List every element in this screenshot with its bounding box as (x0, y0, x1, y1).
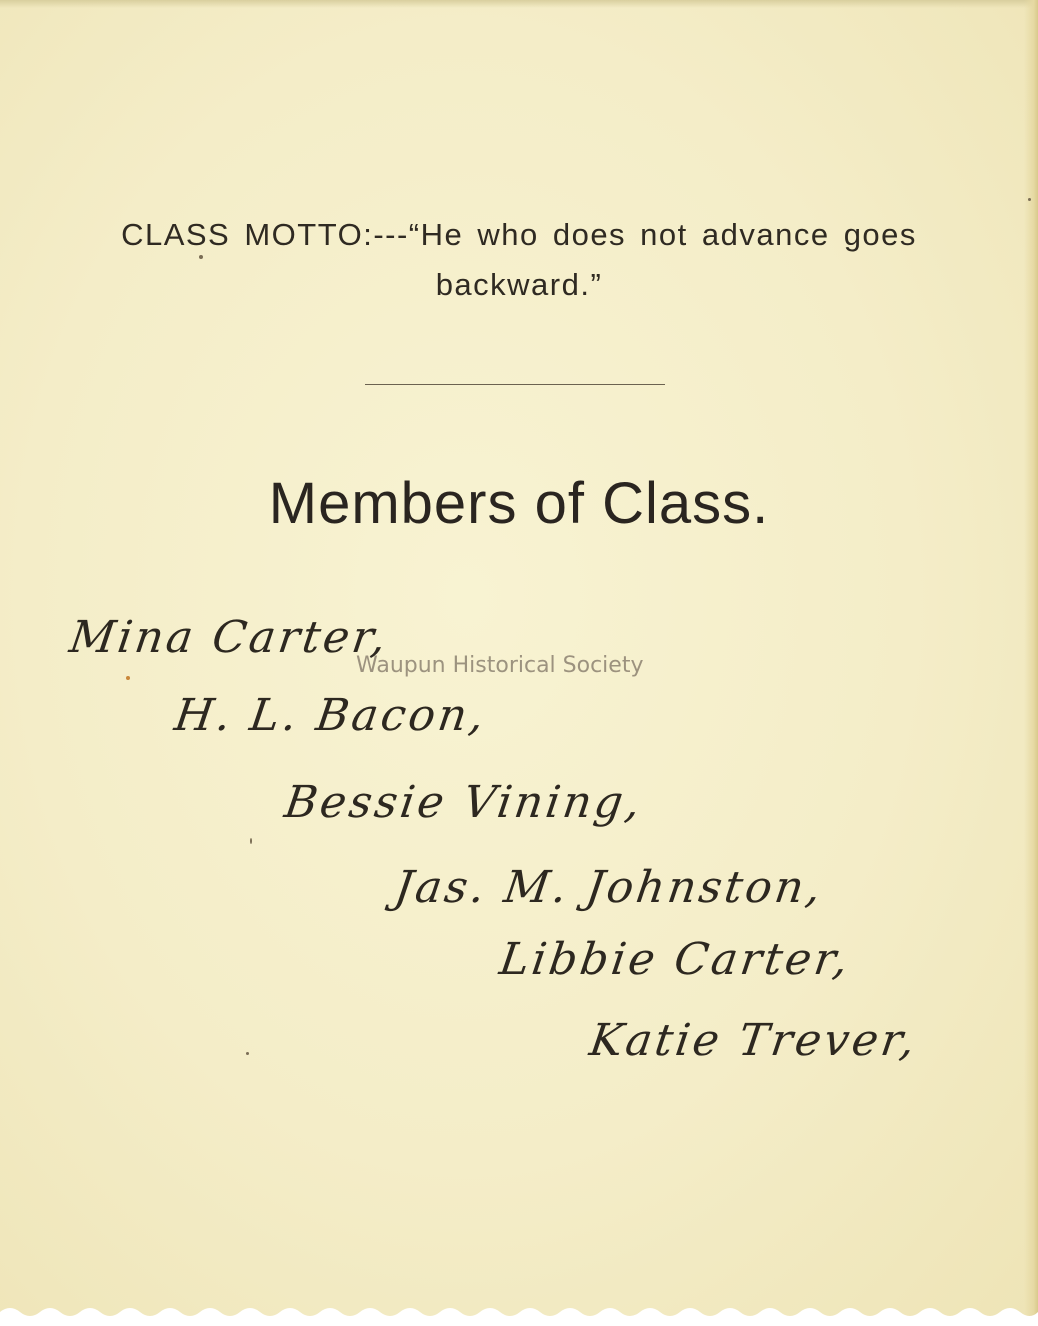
paper-speck (199, 255, 203, 259)
class-motto-line-1: CLASS MOTTO:---“He who does not advance goes (121, 217, 917, 252)
watermark-text: Waupun Historical Society (356, 653, 644, 678)
member-name: H. L. Bacon, (171, 690, 491, 741)
member-name: Katie Trever, (586, 1015, 921, 1066)
paper-speck (126, 676, 130, 680)
member-name: Libbie Carter, (496, 934, 855, 985)
paper-speck (1028, 198, 1031, 201)
class-motto-line-2: backward.” (435, 267, 603, 302)
member-name: Jas. M. Johnston, (391, 862, 827, 913)
member-name: Mina Carter, (66, 612, 393, 663)
paper-speck (250, 838, 252, 844)
members-heading: Members of Class. (268, 471, 770, 536)
member-name: Bessie Vining, (281, 777, 647, 828)
paper-speck (246, 1052, 249, 1055)
